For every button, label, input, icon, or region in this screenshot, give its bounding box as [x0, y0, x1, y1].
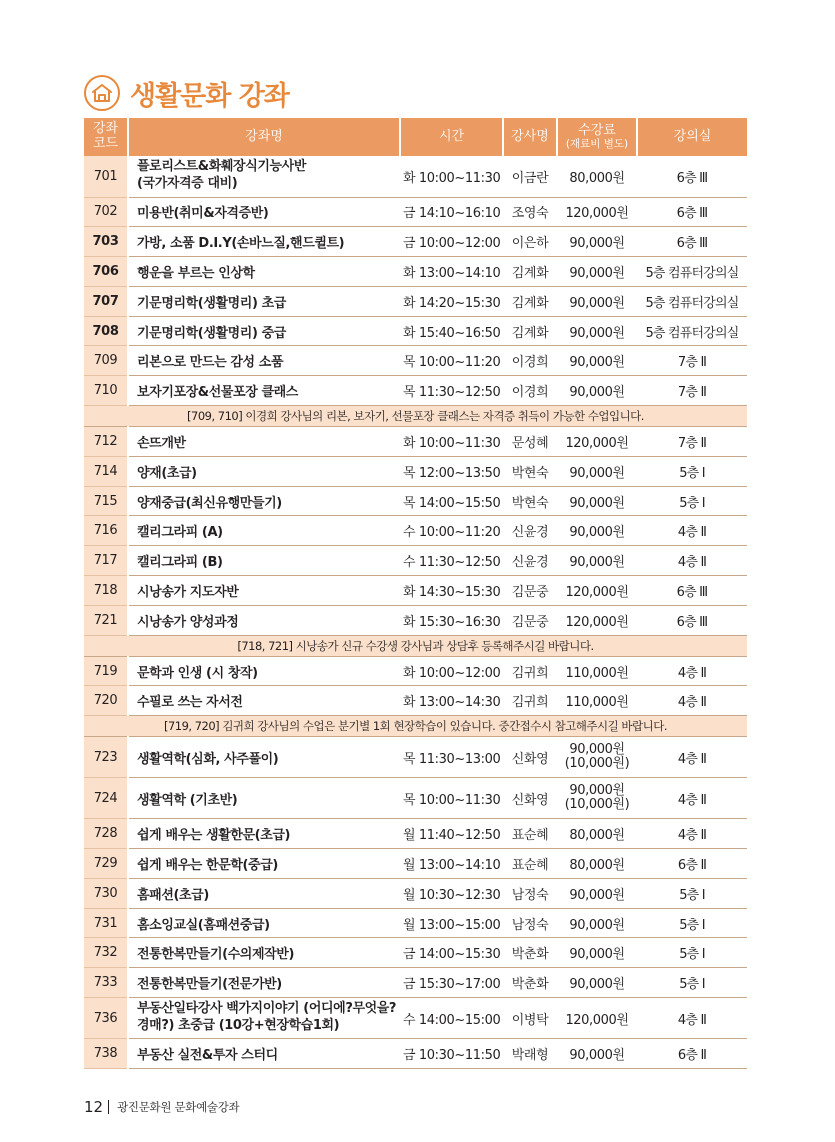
header-time: 시간 — [400, 118, 503, 156]
course-code: 716 — [84, 516, 128, 546]
course-time: 화 15:40~16:50 — [400, 316, 503, 346]
course-time: 금 10:30~11:50 — [400, 1039, 503, 1069]
course-name: 기문명리학(생활명리) 초급 — [128, 286, 400, 316]
course-code: 729 — [84, 849, 128, 879]
course-code: 736 — [84, 998, 128, 1039]
course-teacher: 박춘화 — [503, 968, 557, 998]
course-teacher: 김귀희 — [503, 686, 557, 716]
course-fee: 90,000원 — [557, 938, 637, 968]
course-teacher: 김문중 — [503, 576, 557, 606]
footer-divider — [108, 1100, 109, 1114]
course-room: 5층 Ⅰ — [637, 968, 747, 998]
course-name: 쉽게 배우는 생활한문(초급) — [128, 819, 400, 849]
course-time: 화 13:00~14:30 — [400, 686, 503, 716]
course-code: 712 — [84, 427, 128, 457]
course-code: 719 — [84, 656, 128, 686]
table-row — [84, 456, 747, 486]
course-name: 캘리그라피 (B) — [128, 546, 400, 576]
course-code: 728 — [84, 819, 128, 849]
course-time: 화 10:00~11:30 — [400, 156, 503, 197]
course-time: 수 14:00~15:00 — [400, 998, 503, 1039]
course-code: 731 — [84, 908, 128, 938]
course-time: 월 10:30~12:30 — [400, 878, 503, 908]
table-row — [84, 576, 747, 606]
course-name: 문학과 인생 (시 창작) — [128, 656, 400, 686]
note-text: [718, 721] 시낭송가 신규 수강생 강사님과 상담후 등록해주시길 바랍니다. — [84, 635, 747, 656]
course-room: 4층 Ⅱ — [637, 778, 747, 819]
course-name: 보자기포장&선물포장 클래스 — [128, 376, 400, 406]
course-time: 화 14:20~15:30 — [400, 286, 503, 316]
course-room: 6층 Ⅲ — [637, 605, 747, 635]
course-room: 6층 Ⅱ — [637, 849, 747, 879]
course-code: 701 — [84, 156, 128, 197]
course-fee: 90,000원 — [557, 546, 637, 576]
table-row — [84, 819, 747, 849]
course-teacher: 김귀희 — [503, 656, 557, 686]
course-table-body — [84, 156, 747, 1068]
course-fee: 120,000원 — [557, 998, 637, 1039]
note-text: [719, 720] 김귀희 강사님의 수업은 분기별 1회 현장학습이 있습니다. 중간접수시 참고해주시길 바랍니다. — [84, 716, 747, 737]
table-row — [84, 849, 747, 879]
table-row — [84, 197, 747, 227]
course-room: 5층 Ⅰ — [637, 878, 747, 908]
course-teacher: 문성혜 — [503, 427, 557, 457]
header-teacher: 강사명 — [503, 118, 557, 156]
course-name: 양재중급(최신유행만들기) — [128, 486, 400, 516]
course-room: 6층 Ⅲ — [637, 156, 747, 197]
course-teacher: 조영숙 — [503, 197, 557, 227]
table-row — [84, 878, 747, 908]
course-code: 721 — [84, 605, 128, 635]
note-text: [709, 710] 이경희 강사님의 리본, 보자기, 선물포장 클래스는 자격증 취득이 가능한 수업입니다. — [84, 406, 747, 427]
course-room: 4층 Ⅱ — [637, 737, 747, 778]
course-teacher: 박현숙 — [503, 456, 557, 486]
course-room: 7층 Ⅱ — [637, 376, 747, 406]
course-time: 화 10:00~12:00 — [400, 656, 503, 686]
course-room: 5층 컴퓨터강의실 — [637, 286, 747, 316]
course-name: 부동산일타강사 백가지이야기 (어디에?무엇을? 경매?) 초중급 (10강+현장학습1회) — [128, 998, 400, 1039]
course-code: 706 — [84, 257, 128, 287]
course-fee: 90,000원 — [557, 1039, 637, 1069]
course-fee: 80,000원 — [557, 156, 637, 197]
course-teacher: 신화영 — [503, 737, 557, 778]
course-time: 월 13:00~14:10 — [400, 849, 503, 879]
course-fee: 90,000원 — [557, 456, 637, 486]
course-fee: 90,000원 — [557, 257, 637, 287]
course-room: 4층 Ⅱ — [637, 686, 747, 716]
course-time: 수 11:30~12:50 — [400, 546, 503, 576]
course-name: 홈소잉교실(홈패션중급) — [128, 908, 400, 938]
course-fee: 90,000원 — [557, 346, 637, 376]
course-name: 플로리스트&화훼장식기능사반 (국가자격증 대비) — [128, 156, 400, 197]
course-time: 화 14:30~15:30 — [400, 576, 503, 606]
course-name: 전통한복만들기(수의제작반) — [128, 938, 400, 968]
course-fee: 90,000원 — [557, 486, 637, 516]
course-name: 생활역학 (기초반) — [128, 778, 400, 819]
course-fee: 80,000원 — [557, 819, 637, 849]
course-room: 5층 Ⅰ — [637, 938, 747, 968]
course-time: 화 15:30~16:30 — [400, 605, 503, 635]
table-row — [84, 427, 747, 457]
course-name: 쉽게 배우는 한문학(중급) — [128, 849, 400, 879]
table-row — [84, 486, 747, 516]
course-teacher: 이병탁 — [503, 998, 557, 1039]
table-row — [84, 686, 747, 716]
course-room: 6층 Ⅲ — [637, 227, 747, 257]
header-code: 강좌 코드 — [84, 118, 128, 156]
course-code: 723 — [84, 737, 128, 778]
course-teacher: 김계화 — [503, 316, 557, 346]
course-teacher: 신윤경 — [503, 516, 557, 546]
section-title — [84, 70, 289, 116]
course-teacher: 김계화 — [503, 286, 557, 316]
course-time: 목 10:00~11:30 — [400, 778, 503, 819]
table-row — [84, 156, 747, 197]
course-time: 목 11:30~13:00 — [400, 737, 503, 778]
course-time: 금 14:10~16:10 — [400, 197, 503, 227]
page-title: 생활문화 강좌 — [130, 80, 289, 112]
course-fee: 90,000원 — [557, 286, 637, 316]
course-teacher: 신윤경 — [503, 546, 557, 576]
course-name: 수필로 쓰는 자서전 — [128, 686, 400, 716]
course-fee: 110,000원 — [557, 686, 637, 716]
course-teacher: 표순혜 — [503, 819, 557, 849]
course-fee: 90,000원 — [557, 227, 637, 257]
course-room: 5층 Ⅰ — [637, 486, 747, 516]
course-teacher: 이금란 — [503, 156, 557, 197]
course-fee: 90,000원 — [557, 878, 637, 908]
course-time: 금 15:30~17:00 — [400, 968, 503, 998]
course-code: 732 — [84, 938, 128, 968]
table-row — [84, 605, 747, 635]
course-time: 수 10:00~11:20 — [400, 516, 503, 546]
course-fee: 110,000원 — [557, 656, 637, 686]
course-table — [84, 118, 747, 1069]
course-room: 6층 Ⅱ — [637, 1039, 747, 1069]
table-row — [84, 908, 747, 938]
table-row — [84, 516, 747, 546]
course-teacher: 김문중 — [503, 605, 557, 635]
course-time: 목 11:30~12:50 — [400, 376, 503, 406]
course-teacher: 표순혜 — [503, 849, 557, 879]
course-fee: 90,000원 — [557, 516, 637, 546]
course-code: 730 — [84, 878, 128, 908]
course-fee: 120,000원 — [557, 427, 637, 457]
course-code: 708 — [84, 316, 128, 346]
footer-text: 광진문화원 문화예술강좌 — [117, 1100, 240, 1114]
page-footer — [84, 1098, 239, 1116]
course-teacher: 김계화 — [503, 257, 557, 287]
course-time: 화 13:00~14:10 — [400, 257, 503, 287]
course-code: 707 — [84, 286, 128, 316]
course-fee: 90,000원 — [557, 316, 637, 346]
table-row — [84, 257, 747, 287]
course-time: 목 14:00~15:50 — [400, 486, 503, 516]
course-room: 7층 Ⅱ — [637, 427, 747, 457]
course-time: 화 10:00~11:30 — [400, 427, 503, 457]
course-room: 5층 컴퓨터강의실 — [637, 316, 747, 346]
course-name: 홈패션(초급) — [128, 878, 400, 908]
header-room: 강의실 — [637, 118, 747, 156]
course-code: 717 — [84, 546, 128, 576]
course-time: 월 11:40~12:50 — [400, 819, 503, 849]
course-code: 720 — [84, 686, 128, 716]
course-room: 5층 Ⅰ — [637, 908, 747, 938]
table-header-row — [84, 118, 747, 156]
course-name: 전통한복만들기(전문가반) — [128, 968, 400, 998]
course-fee: 90,000원 (10,000원) — [557, 778, 637, 819]
course-name: 가방, 소품 D.I.Y(손바느질,핸드퀼트) — [128, 227, 400, 257]
header-fee: 수강료 (재료비 별도) — [557, 118, 637, 156]
course-time: 금 14:00~15:30 — [400, 938, 503, 968]
table-row — [84, 546, 747, 576]
course-name: 기문명리학(생활명리) 중급 — [128, 316, 400, 346]
table-row — [84, 346, 747, 376]
table-row — [84, 376, 747, 406]
course-fee: 120,000원 — [557, 605, 637, 635]
course-name: 리본으로 만드는 감성 소품 — [128, 346, 400, 376]
header-name: 강좌명 — [128, 118, 400, 156]
course-teacher: 이경희 — [503, 346, 557, 376]
course-teacher: 박춘화 — [503, 938, 557, 968]
table-row — [84, 998, 747, 1039]
course-name: 생활역학(심화, 사주풀이) — [128, 737, 400, 778]
course-code: 733 — [84, 968, 128, 998]
course-code: 709 — [84, 346, 128, 376]
course-fee: 90,000원 — [557, 968, 637, 998]
course-time: 목 10:00~11:20 — [400, 346, 503, 376]
course-fee: 80,000원 — [557, 849, 637, 879]
course-code: 715 — [84, 486, 128, 516]
course-fee: 90,000원 — [557, 376, 637, 406]
course-teacher: 남정숙 — [503, 878, 557, 908]
course-fee: 90,000원 (10,000원) — [557, 737, 637, 778]
course-room: 4층 Ⅱ — [637, 516, 747, 546]
course-teacher: 신화영 — [503, 778, 557, 819]
course-room: 5층 Ⅰ — [637, 456, 747, 486]
table-row — [84, 778, 747, 819]
table-row — [84, 316, 747, 346]
course-room: 6층 Ⅲ — [637, 576, 747, 606]
table-note-row — [84, 635, 747, 656]
course-name: 부동산 실전&투자 스터디 — [128, 1039, 400, 1069]
course-room: 7층 Ⅱ — [637, 346, 747, 376]
table-row — [84, 1039, 747, 1069]
course-teacher: 남정숙 — [503, 908, 557, 938]
course-time: 금 10:00~12:00 — [400, 227, 503, 257]
course-name: 양재(초급) — [128, 456, 400, 486]
course-code: 703 — [84, 227, 128, 257]
course-code: 738 — [84, 1039, 128, 1069]
course-name: 시낭송가 지도자반 — [128, 576, 400, 606]
table-row — [84, 737, 747, 778]
course-code: 718 — [84, 576, 128, 606]
course-name: 행운을 부르는 인상학 — [128, 257, 400, 287]
course-room: 4층 Ⅱ — [637, 546, 747, 576]
table-row — [84, 938, 747, 968]
course-code: 714 — [84, 456, 128, 486]
course-fee: 120,000원 — [557, 576, 637, 606]
table-row — [84, 968, 747, 998]
course-name: 손뜨개반 — [128, 427, 400, 457]
table-note-row — [84, 406, 747, 427]
course-time: 월 13:00~15:00 — [400, 908, 503, 938]
course-room: 6층 Ⅲ — [637, 197, 747, 227]
course-teacher: 박현숙 — [503, 486, 557, 516]
course-name: 캘리그라피 (A) — [128, 516, 400, 546]
course-room: 5층 컴퓨터강의실 — [637, 257, 747, 287]
course-teacher: 이경희 — [503, 376, 557, 406]
table-note-row — [84, 716, 747, 737]
course-fee: 120,000원 — [557, 197, 637, 227]
table-row — [84, 286, 747, 316]
course-teacher: 이은하 — [503, 227, 557, 257]
course-room: 4층 Ⅱ — [637, 819, 747, 849]
course-time: 목 12:00~13:50 — [400, 456, 503, 486]
table-row — [84, 656, 747, 686]
page-number: 12 — [84, 1098, 104, 1116]
house-icon — [84, 75, 120, 111]
course-name: 시낭송가 양성과정 — [128, 605, 400, 635]
course-name: 미용반(취미&자격증반) — [128, 197, 400, 227]
course-teacher: 박래형 — [503, 1039, 557, 1069]
course-room: 4층 Ⅱ — [637, 998, 747, 1039]
course-code: 702 — [84, 197, 128, 227]
course-fee: 90,000원 — [557, 908, 637, 938]
table-row — [84, 227, 747, 257]
course-room: 4층 Ⅱ — [637, 656, 747, 686]
course-code: 724 — [84, 778, 128, 819]
course-code: 710 — [84, 376, 128, 406]
